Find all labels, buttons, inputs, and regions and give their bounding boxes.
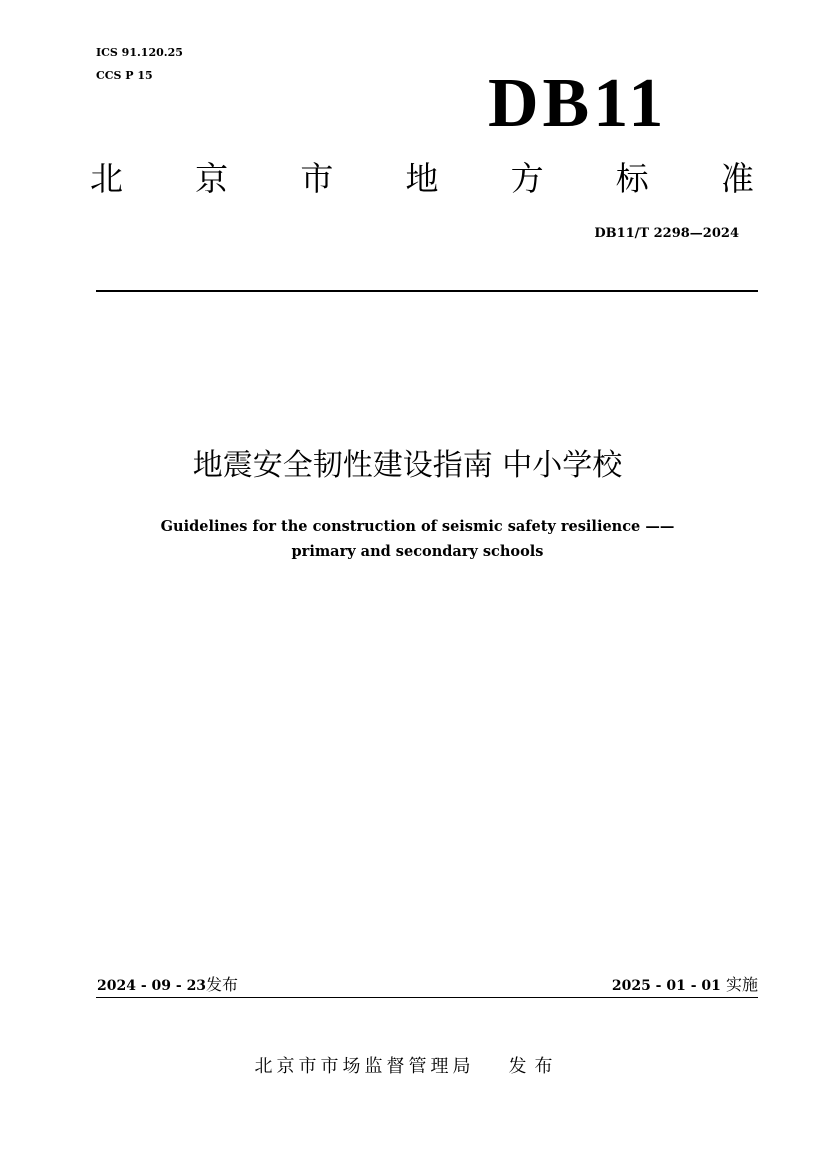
standard-logo: DB11 xyxy=(488,65,668,142)
bottom-divider xyxy=(96,997,758,998)
implementation-date-block xyxy=(612,974,758,997)
issuing-authority xyxy=(0,1055,815,1079)
authority-action: 发布 xyxy=(508,1056,561,1077)
standard-type-char: 北 xyxy=(90,159,123,198)
standard-type-char: 市 xyxy=(300,159,334,198)
standard-type-char: 准 xyxy=(720,159,754,198)
english-title-line-1: Guidelines for the construction of seismic safety resilience —— xyxy=(160,518,675,535)
implementation-label: 实施 xyxy=(725,975,758,994)
issue-date: 2024 - 09 - 23 xyxy=(97,978,207,994)
english-title-line-2: primary and secondary schools xyxy=(291,543,544,560)
standard-type-char: 标 xyxy=(615,159,649,198)
standard-type-char: 方 xyxy=(510,159,544,198)
standard-type-char: 京 xyxy=(195,159,229,198)
implementation-date: 2025 - 01 - 01 xyxy=(611,978,721,994)
authority-name: 北京市市场监督管理局 xyxy=(254,1056,475,1077)
ics-code: ICS 91.120.25 xyxy=(96,46,183,59)
classification-codes xyxy=(96,41,183,87)
chinese-title: 地震安全韧性建设指南 中小学校 xyxy=(192,448,623,483)
standard-type-heading xyxy=(90,157,754,201)
issue-label: 发布 xyxy=(206,975,239,994)
english-title xyxy=(60,514,775,564)
issue-date-block xyxy=(97,974,238,997)
standard-type-char: 地 xyxy=(405,159,439,198)
ccs-code: CCS P 15 xyxy=(96,69,153,82)
top-divider xyxy=(96,290,758,292)
standard-number: DB11/T 2298—2024 xyxy=(594,226,739,241)
